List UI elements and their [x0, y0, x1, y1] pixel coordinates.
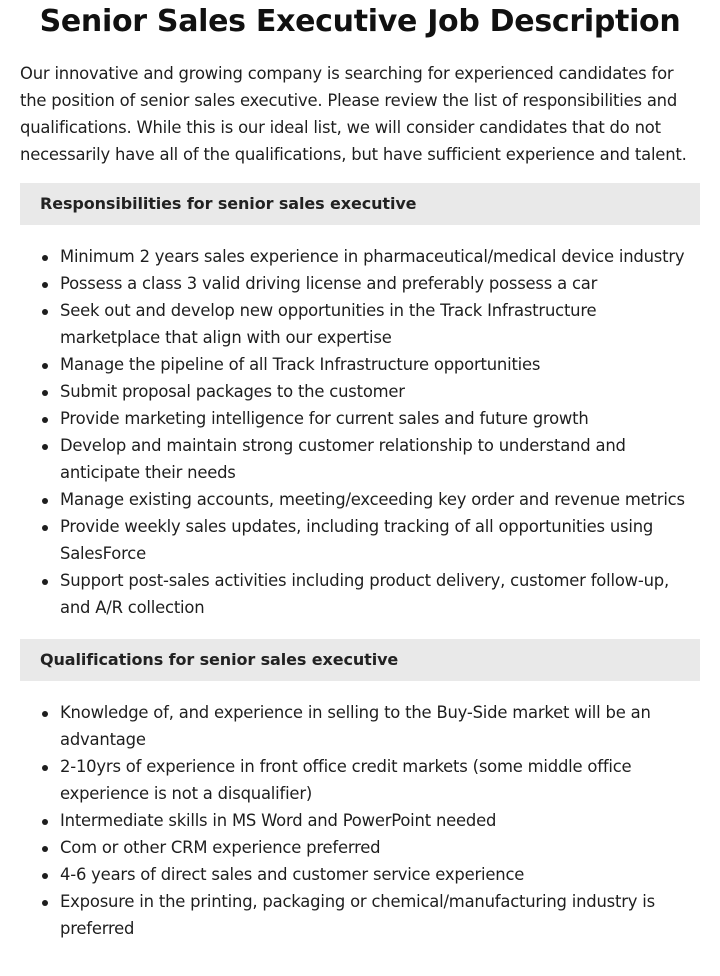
list-item-text: Seek out and develop new opportunities in the Track Infrastructure marketplace that align with our expertise [60, 301, 597, 347]
responsibilities-heading: Responsibilities for senior sales executive [20, 183, 700, 225]
bullet-icon [42, 765, 48, 771]
bullet-icon [42, 390, 48, 396]
list-item [60, 699, 700, 753]
list-item-text: Possess a class 3 valid driving license and preferably possess a car [60, 274, 598, 293]
list-item-text: Support post-sales activities including product delivery, customer follow-up, and A/R collection [60, 571, 669, 617]
list-item-text: Submit proposal packages to the customer [60, 382, 405, 401]
bullet-icon [42, 282, 48, 288]
page-title: Senior Sales Executive Job Description [39, 4, 681, 39]
list-item-text: Knowledge of, and experience in selling to the Buy-Side market will be an advantage [60, 703, 651, 749]
bullet-icon [42, 846, 48, 852]
bullet-icon [42, 255, 48, 261]
bullet-icon [42, 417, 48, 423]
list-item-text: Intermediate skills in MS Word and PowerPoint needed [60, 811, 497, 830]
qualifications-heading: Qualifications for senior sales executive [20, 639, 700, 681]
list-item [60, 351, 700, 378]
bullet-icon [42, 900, 48, 906]
list-item [60, 297, 700, 351]
list-item [60, 405, 700, 432]
list-item [60, 513, 700, 567]
list-item-text: Manage existing accounts, meeting/exceeding key order and revenue metrics [60, 490, 685, 509]
list-item [60, 567, 700, 621]
list-item [60, 861, 700, 888]
bullet-icon [42, 498, 48, 504]
bullet-icon [42, 819, 48, 825]
bullet-icon [42, 444, 48, 450]
list-item-text: Minimum 2 years sales experience in pharmaceutical/medical device industry [60, 247, 685, 266]
list-item [60, 834, 700, 861]
bullet-icon [42, 363, 48, 369]
bullet-icon [42, 873, 48, 879]
list-item-text: 4-6 years of direct sales and customer service experience [60, 865, 525, 884]
list-item-text: Develop and maintain strong customer relationship to understand and anticipate their needs [60, 436, 626, 482]
list-item-text: Com or other CRM experience preferred [60, 838, 381, 857]
list-item-text: Manage the pipeline of all Track Infrastructure opportunities [60, 355, 541, 374]
list-item [60, 888, 700, 942]
bullet-icon [42, 579, 48, 585]
list-item [60, 432, 700, 486]
list-item-text: Provide weekly sales updates, including tracking of all opportunities using SalesForce [60, 517, 654, 563]
list-item [60, 378, 700, 405]
list-item [60, 486, 700, 513]
bullet-icon [42, 711, 48, 717]
qualifications-list [20, 699, 700, 942]
list-item-text: Exposure in the printing, packaging or chemical/manufacturing industry is preferred [60, 892, 655, 938]
list-item [60, 807, 700, 834]
list-item-text: 2-10yrs of experience in front office credit markets (some middle office experience is not a disqualifier) [60, 757, 632, 803]
responsibilities-list [20, 243, 700, 621]
intro-paragraph: Our innovative and growing company is searching for experienced candidates for the position of senior sales executive. Please review the list of responsibilities and qualifications. While this is our ideal list, we will consider candidates that do not necessarily have all of the qualifications, but have sufficient experience and talent. [20, 64, 687, 164]
bullet-icon [42, 525, 48, 531]
list-item-text: Provide marketing intelligence for current sales and future growth [60, 409, 589, 428]
bullet-icon [42, 309, 48, 315]
list-item [60, 753, 700, 807]
list-item [60, 243, 700, 270]
list-item [60, 270, 700, 297]
